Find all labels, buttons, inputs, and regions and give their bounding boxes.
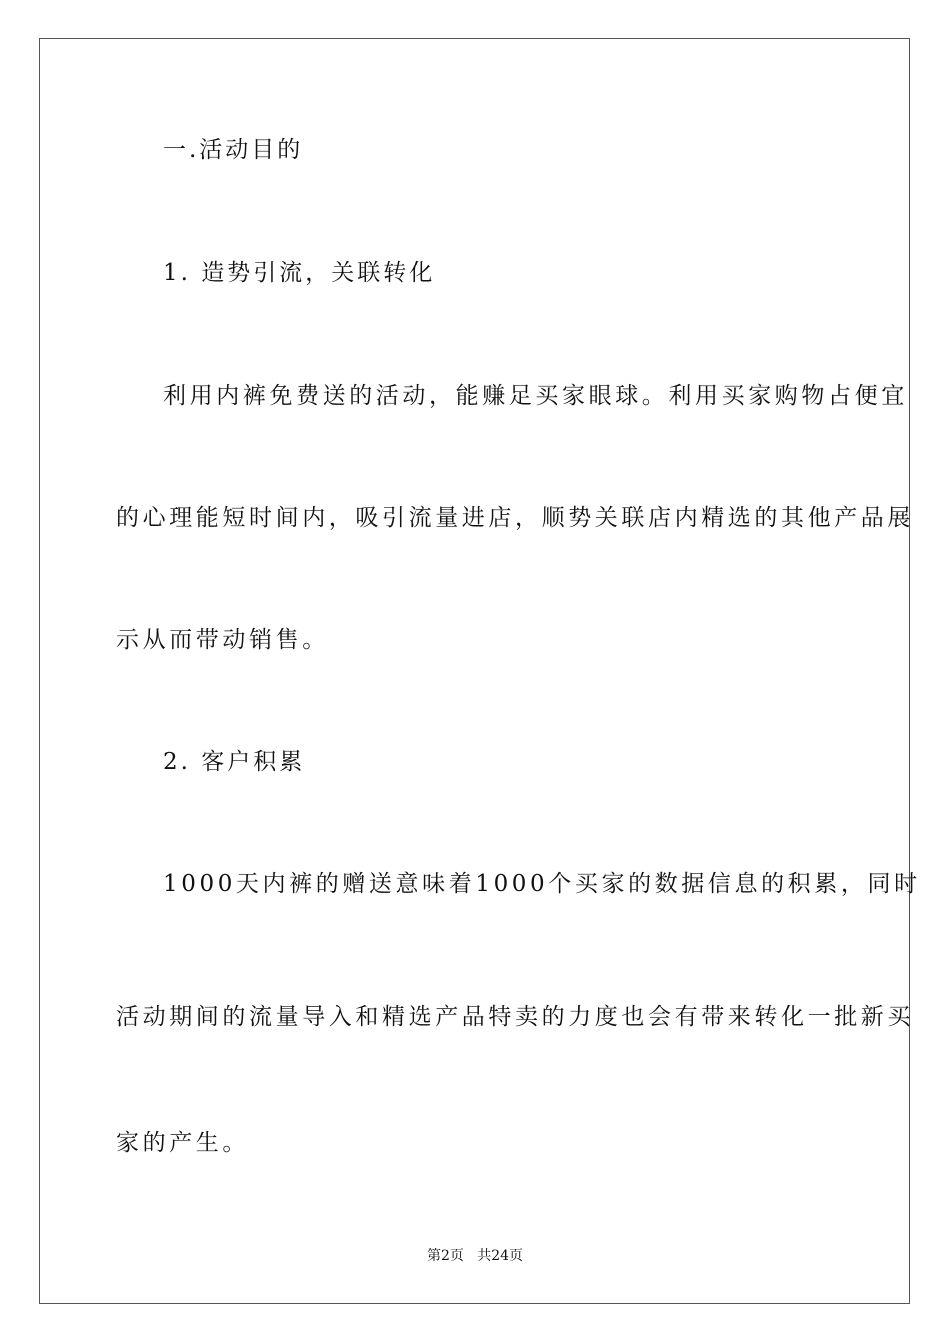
page-number-footer: 第2页 共24页 [426, 1248, 524, 1264]
item-2-heading: 2. 客户积累 [163, 749, 306, 775]
item-1-paragraph-line-2: 的心理能短时间内，吸引流量进店，顺势关联店内精选的其他产品展 [116, 505, 914, 531]
page-border [39, 38, 910, 1304]
section-heading: 一.活动目的 [163, 137, 304, 163]
item-2-paragraph-line-3: 家的产生。 [116, 1130, 249, 1156]
item-2-paragraph-line-2: 活动期间的流量导入和精选产品特卖的力度也会有带来转化一批新买 [116, 1004, 914, 1030]
item-1-heading: 1. 造势引流，关联转化 [163, 260, 436, 286]
item-1-paragraph-line-3: 示从而带动销售。 [116, 627, 329, 653]
item-2-paragraph-line-1: 1000天内裤的赠送意味着1000个买家的数据信息的积累，同时 [163, 871, 921, 897]
item-1-paragraph-line-1: 利用内裤免费送的活动，能赚足买家眼球。利用买家购物占便宜 [163, 383, 908, 409]
